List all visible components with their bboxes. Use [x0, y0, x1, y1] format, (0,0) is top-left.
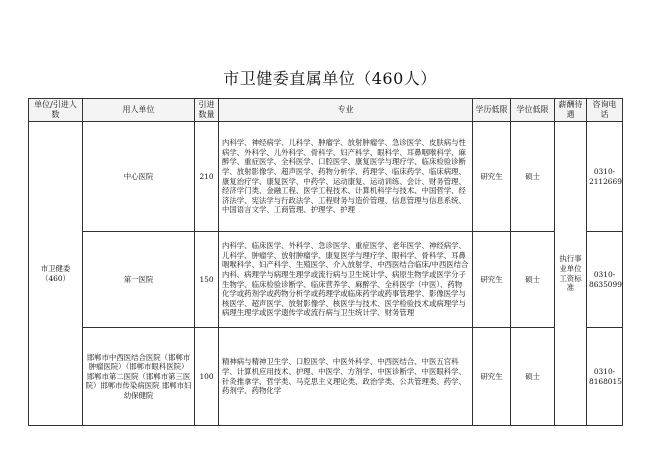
header-degree: 学位低限	[511, 99, 555, 122]
header-education: 学历低限	[473, 99, 511, 122]
recruitment-table	[28, 98, 623, 426]
table-row	[29, 122, 623, 232]
header-unit: 单位/引进人数	[29, 99, 83, 122]
page-title: 市卫健委直属单位（460人）	[223, 69, 437, 88]
phone-cell: 0310-8635099	[587, 232, 623, 328]
header-major: 专业	[219, 99, 473, 122]
salary-cell: 执行事业单位工资标准	[555, 122, 587, 426]
employer-cell: 第一医院	[83, 232, 195, 328]
count-cell: 100	[195, 328, 219, 426]
education-cell: 研究生	[473, 232, 511, 328]
header-phone: 咨询电话	[587, 99, 623, 122]
table-row	[29, 328, 623, 426]
major-cell: 内科学、临床医学、外科学、急诊医学、重症医学、老年医学、神经病学、儿科学、肿瘤学、放射肿瘤学、康复医学与理疗学、眼科学、骨科学、耳鼻咽喉科学、妇产科学、生殖医学、介入放射学、中西医结合临床/中西医结合内科、病理学与病理生理学或流行病与卫生统计学、病原生物学或医学分子生物学、临床检验诊断学、临床营养学、麻醉学、全科医学（中医）、药物化学或药剂学或药物分析学或药理学或临床药学或药事管理学、影像医学与核医学、超声医学、放射影像学、核医学与技术、医学检验技术或病理学与病理生理学或医学遗传学或流行病与卫生统计学、财务管理	[219, 232, 473, 328]
degree-cell: 硕士	[511, 232, 555, 328]
major-cell: 内科学、神经病学、儿科学、肿瘤学、放射肿瘤学、急诊医学、皮肤病与性病学、外科学、儿外科学、骨科学、妇产科学、眼科学、耳鼻咽喉科学、麻醉学、重症医学、全科医学、口腔医学、康复医学与理疗学、临床检验诊断学、放射影像学、超声医学、药物分析学、药理学、临床药学、临床病理、康复治疗学、康复医学、中药学、运动康复、运动训练、会计、财务管理、经济学门类、金融工程、医学工程技术、计算机科学与技术、中国哲学、经济法学、宪法学与行政法学、工程财务与造价管理、信息管理与信息系统、中国语言文学、工商管理、护理学、护理	[219, 122, 473, 232]
major-cell: 精神病与精神卫生学、口腔医学、中医外科学、中西医结合、中医五官科学、计算机应用技术、护理、中医学、方剂学、中医诊断学、中医眼科学、针灸推拿学、哲学类、马克思主义理论类、政治学类、公共管理类、药学、药剂学、药物化学	[219, 328, 473, 426]
table-header-row	[29, 99, 623, 122]
group-unit-cell: 市卫健委（460）	[29, 122, 83, 426]
count-cell: 150	[195, 232, 219, 328]
employer-cell: 邯郸市中西医结合医院（邯郸市肿瘤医院）（邯郸市眼科医院）邯郸市第二医院（邯郸市第三医院）邯郸市传染病医院 邯郸市妇幼保健院	[83, 328, 195, 426]
count-cell: 210	[195, 122, 219, 232]
phone-cell: 0310-2112669	[587, 122, 623, 232]
degree-cell: 硕士	[511, 122, 555, 232]
education-cell: 研究生	[473, 122, 511, 232]
degree-cell: 硕士	[511, 328, 555, 426]
education-cell: 研究生	[473, 328, 511, 426]
header-salary: 薪酬待遇	[555, 99, 587, 122]
employer-cell: 中心医院	[83, 122, 195, 232]
table-row	[29, 232, 623, 328]
header-count: 引进数量	[195, 99, 219, 122]
phone-cell: 0310-8168015	[587, 328, 623, 426]
header-employer: 用人单位	[83, 99, 195, 122]
